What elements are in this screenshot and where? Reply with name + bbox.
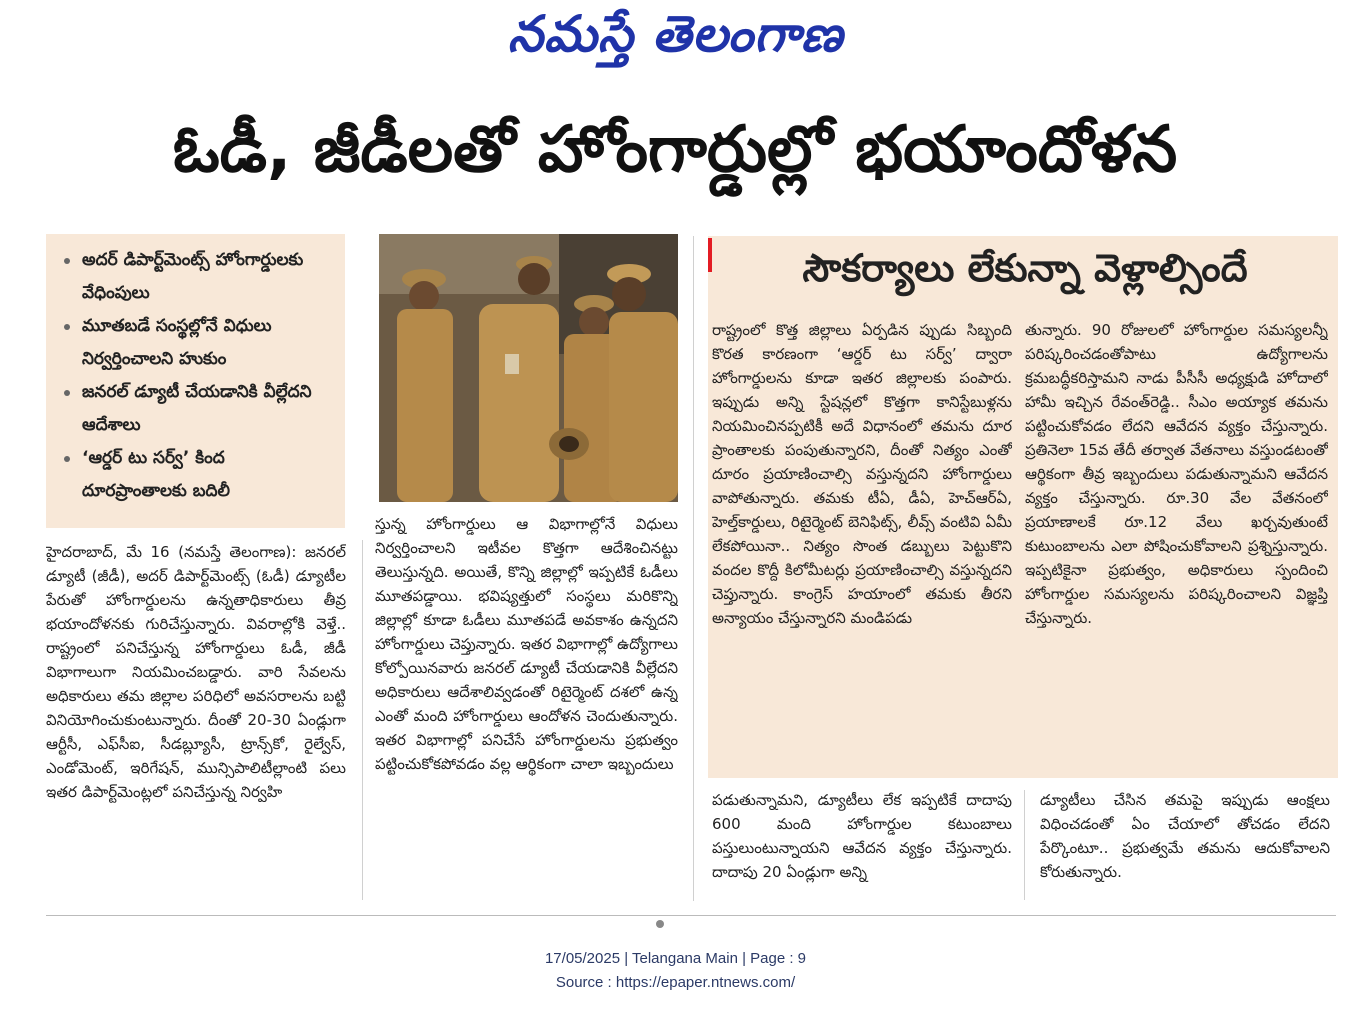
highlight-item bbox=[60, 376, 335, 442]
highlight-text: మూతబడే సంస్థల్లోనే విధులు నిర్వర్తించాలని హుకుం bbox=[82, 316, 272, 369]
footer-dot-icon bbox=[656, 920, 664, 928]
column-divider bbox=[1024, 790, 1025, 900]
article-column-5: పడుతున్నామని, డ్యూటీలు లేక ఇప్పటికే దాదాపు 600 మంది హోంగార్డుల కటుంబాలు పస్తులుంటున్నాయని ఆవేదన వ్యక్తం చేస్తున్నారు. దాదాపు 20 ఏండ్లుగా అన్ని bbox=[712, 791, 1012, 881]
article-column-4: తున్నారు. 90 రోజులలో హోంగార్డుల సమస్యలన్నీ పరిష్కరించడంతోపాటు ఉద్యోగాలను క్రమబద్ధీకరిస్తామని నాడు పీసీసీ అధ్యక్షుడి హోదాలో హామీ ఇచ్చిన రేవంత్‌రెడ్డి.. సీఎం అయ్యాక తమను పట్టించుకోవడం లేదని ఆవేదన వ్యక్తం చేస్తున్నారు. ప్రతినెలా 15వ తేదీ తర్వాత వేతనాలు వస్తుండటంతో ఆర్థికంగా తీవ్ర ఇబ్బందులు పడుతున్నామని ఆవేదన వ్యక్తం చేస్తున్నారు. రూ.30 వేల వేతనంలో ప్రయాణాలకే రూ.12 వేలు ఖర్చవుతుంటే కుటుంబాలను ఎలా పోషించుకోవాలని ప్రశ్నిస్తున్నారు. ఇప్పటికైనా ప్రభుత్వం, అధికారులు స్పందించి హోంగార్డుల సమస్యలను పరిష్కరించాలని విజ్ఞప్తి చేస్తున్నారు. bbox=[1025, 321, 1328, 627]
highlight-text: అదర్ డిపార్ట్‌మెంట్స్ హోంగార్డులకు వేధింపులు bbox=[82, 250, 304, 303]
bullet-icon bbox=[64, 390, 70, 396]
article-column-1: హైదరాబాద్, మే 16 (నమస్తే తెలంగాణ): జనరల్ డ్యూటీ (జీడీ), అదర్ డిపార్ట్‌మెంట్స్ (ఓడీ) డ్యూటీల పేరుతో హోంగార్డులను ఉన్నతాధికారులు తీవ్ర భయాందోళనకు గురిచేస్తున్నారు. వివరాల్లోకి వెళ్తే.. రాష్ట్రంలో పనిచేస్తున్న హోంగార్డులు ఓడీ, జీడీ విభాగాలుగా నియమించబడ్డారు. వారి సేవలను అధికారులు తమ జిల్లాల పరిధిలో అవసరాలను బట్టి వినియోగించుకుంటున్నారు. దీంతో 20-30 ఏండ్లుగా ఆర్టీసీ, ఎఫ్‌సీఐ, సీడబ్ల్యూసీ, ట్రాన్స్‌కో, రైల్వేస్, ఎండోమెంట్, ఇరిగేషన్, మున్సిపాలిటీల్లాంటి పలు ఇతర డిపార్ట్‌మెంట్లలో పనిచేస్తున్న నిర్వహి bbox=[46, 543, 346, 801]
bullet-icon bbox=[64, 324, 70, 330]
article-column-6: డ్యూటీలు చేసిన తమపై ఇప్పుడు ఆంక్షలు విధించడంతో ఏం చేయాలో తోచడం లేదని పేర్కొంటూ.. ప్రభుత్వమే తమను ఆదుకోవాలని కోరుతున్నారు. bbox=[1040, 791, 1330, 881]
bullet-icon bbox=[64, 456, 70, 462]
footer-edition-info: 17/05/2025 | Telangana Main | Page : 9 bbox=[544, 950, 807, 967]
highlight-item bbox=[60, 310, 335, 376]
highlight-text: జనరల్ డ్యూటీ చేయడానికి వీల్లేదని ఆదేశాలు bbox=[82, 382, 312, 435]
subsection-heading: సౌకర్యాలు లేకున్నా వెళ్లాల్సిందే bbox=[802, 246, 1248, 290]
article-column-2: స్తున్న హోంగార్డులు ఆ విభాగాల్లోనే విధులు నిర్వర్తించాలని ఇటీవల కొత్తగా ఆదేశించినట్టు తెలుస్తున్నది. అయితే, కొన్ని జిల్లాల్లో ఇప్పటికే ఓడీలు మూతపడ్డాయి. భవిష్యత్తులో సంస్థలు మరికొన్ని జిల్లాల్లో కూడా ఓడీలు మూతపడే అవకాశం ఉన్నదని హోంగార్డులు చెప్తున్నారు. ఇతర విభాగాల్లో ఉద్యోగాలు కోల్పోయినవారు జనరల్ డ్యూటీ చేయడానికి వీల్లేదని అధికారులు ఆదేశాలివ్వడంతో రిటైర్మెంట్ దశలో ఉన్న ఎంతో మంది హోంగార్డులు ఆందోళన చెందుతున్నారు. ఇతర విభాగాల్లో పనిచేసే హోంగార్డులను ప్రభుత్వం పట్టించుకోకపోవడం వల్ల ఆర్థికంగా చాలా ఇబ్బందులు bbox=[375, 515, 678, 773]
article-headline: ఓడీ, జీడీలతో హోంగార్డుల్లో భయాందోళన bbox=[172, 113, 1178, 187]
column-divider bbox=[693, 236, 694, 901]
bullet-icon bbox=[64, 258, 70, 264]
home-guards-photo bbox=[379, 234, 678, 502]
footer-divider bbox=[46, 915, 1336, 916]
accent-bar bbox=[708, 238, 712, 272]
home-guards-photo-illustration bbox=[379, 234, 678, 502]
newspaper-masthead: నమస్తే తెలంగాణ bbox=[507, 4, 844, 63]
highlight-text: ‘ఆర్డర్ టు సర్వ్’ కింద దూరప్రాంతాలకు బదిలీ bbox=[82, 448, 230, 501]
highlight-item bbox=[60, 442, 335, 508]
highlights-box bbox=[46, 234, 345, 528]
article-column-3: రాష్ట్రంలో కొత్త జిల్లాలు ఏర్పడిన ప్పుడు సిబ్బంది కొరత కారణంగా ‘ఆర్డర్ టు సర్వ్’ ద్వారా హోంగార్డులను కూడా ఇతర జిల్లాలకు పంపారు. ఇప్పుడు అన్ని స్టేషన్లలో కొత్తగా కానిస్టేబుళ్లను నియమించినప్పటికీ అదే విధానంలో తమను దూర ప్రాంతాలకు పంపుతున్నారని, దీంతో నిత్యం ఎంతో దూరం ప్రయాణించాల్సి వస్తున్నదని హోంగార్డులు వాపోతున్నారు. తమకు టీఏ, డీఏ, హెచ్‌ఆర్‌ఏ, హెల్త్‌కార్డులు, రిటైర్మెంట్ బెనిఫిట్స్, లీవ్స్ వంటివి ఏమీ లేకపోయినా.. నిత్యం సొంత డబ్బులు పెట్టుకొని వందల కొద్దీ కిలోమీటర్లు ప్రయాణించాల్సి వస్తున్నదని చెప్తున్నారు. కాంగ్రెస్ హయాంలో తమకు తీరని అన్యాయం చేస్తున్నారని మండిపడు bbox=[712, 321, 1012, 627]
column-divider bbox=[362, 540, 363, 900]
highlight-item bbox=[60, 244, 335, 310]
footer-source-link[interactable]: Source : https://epaper.ntnews.com/ bbox=[555, 974, 796, 991]
